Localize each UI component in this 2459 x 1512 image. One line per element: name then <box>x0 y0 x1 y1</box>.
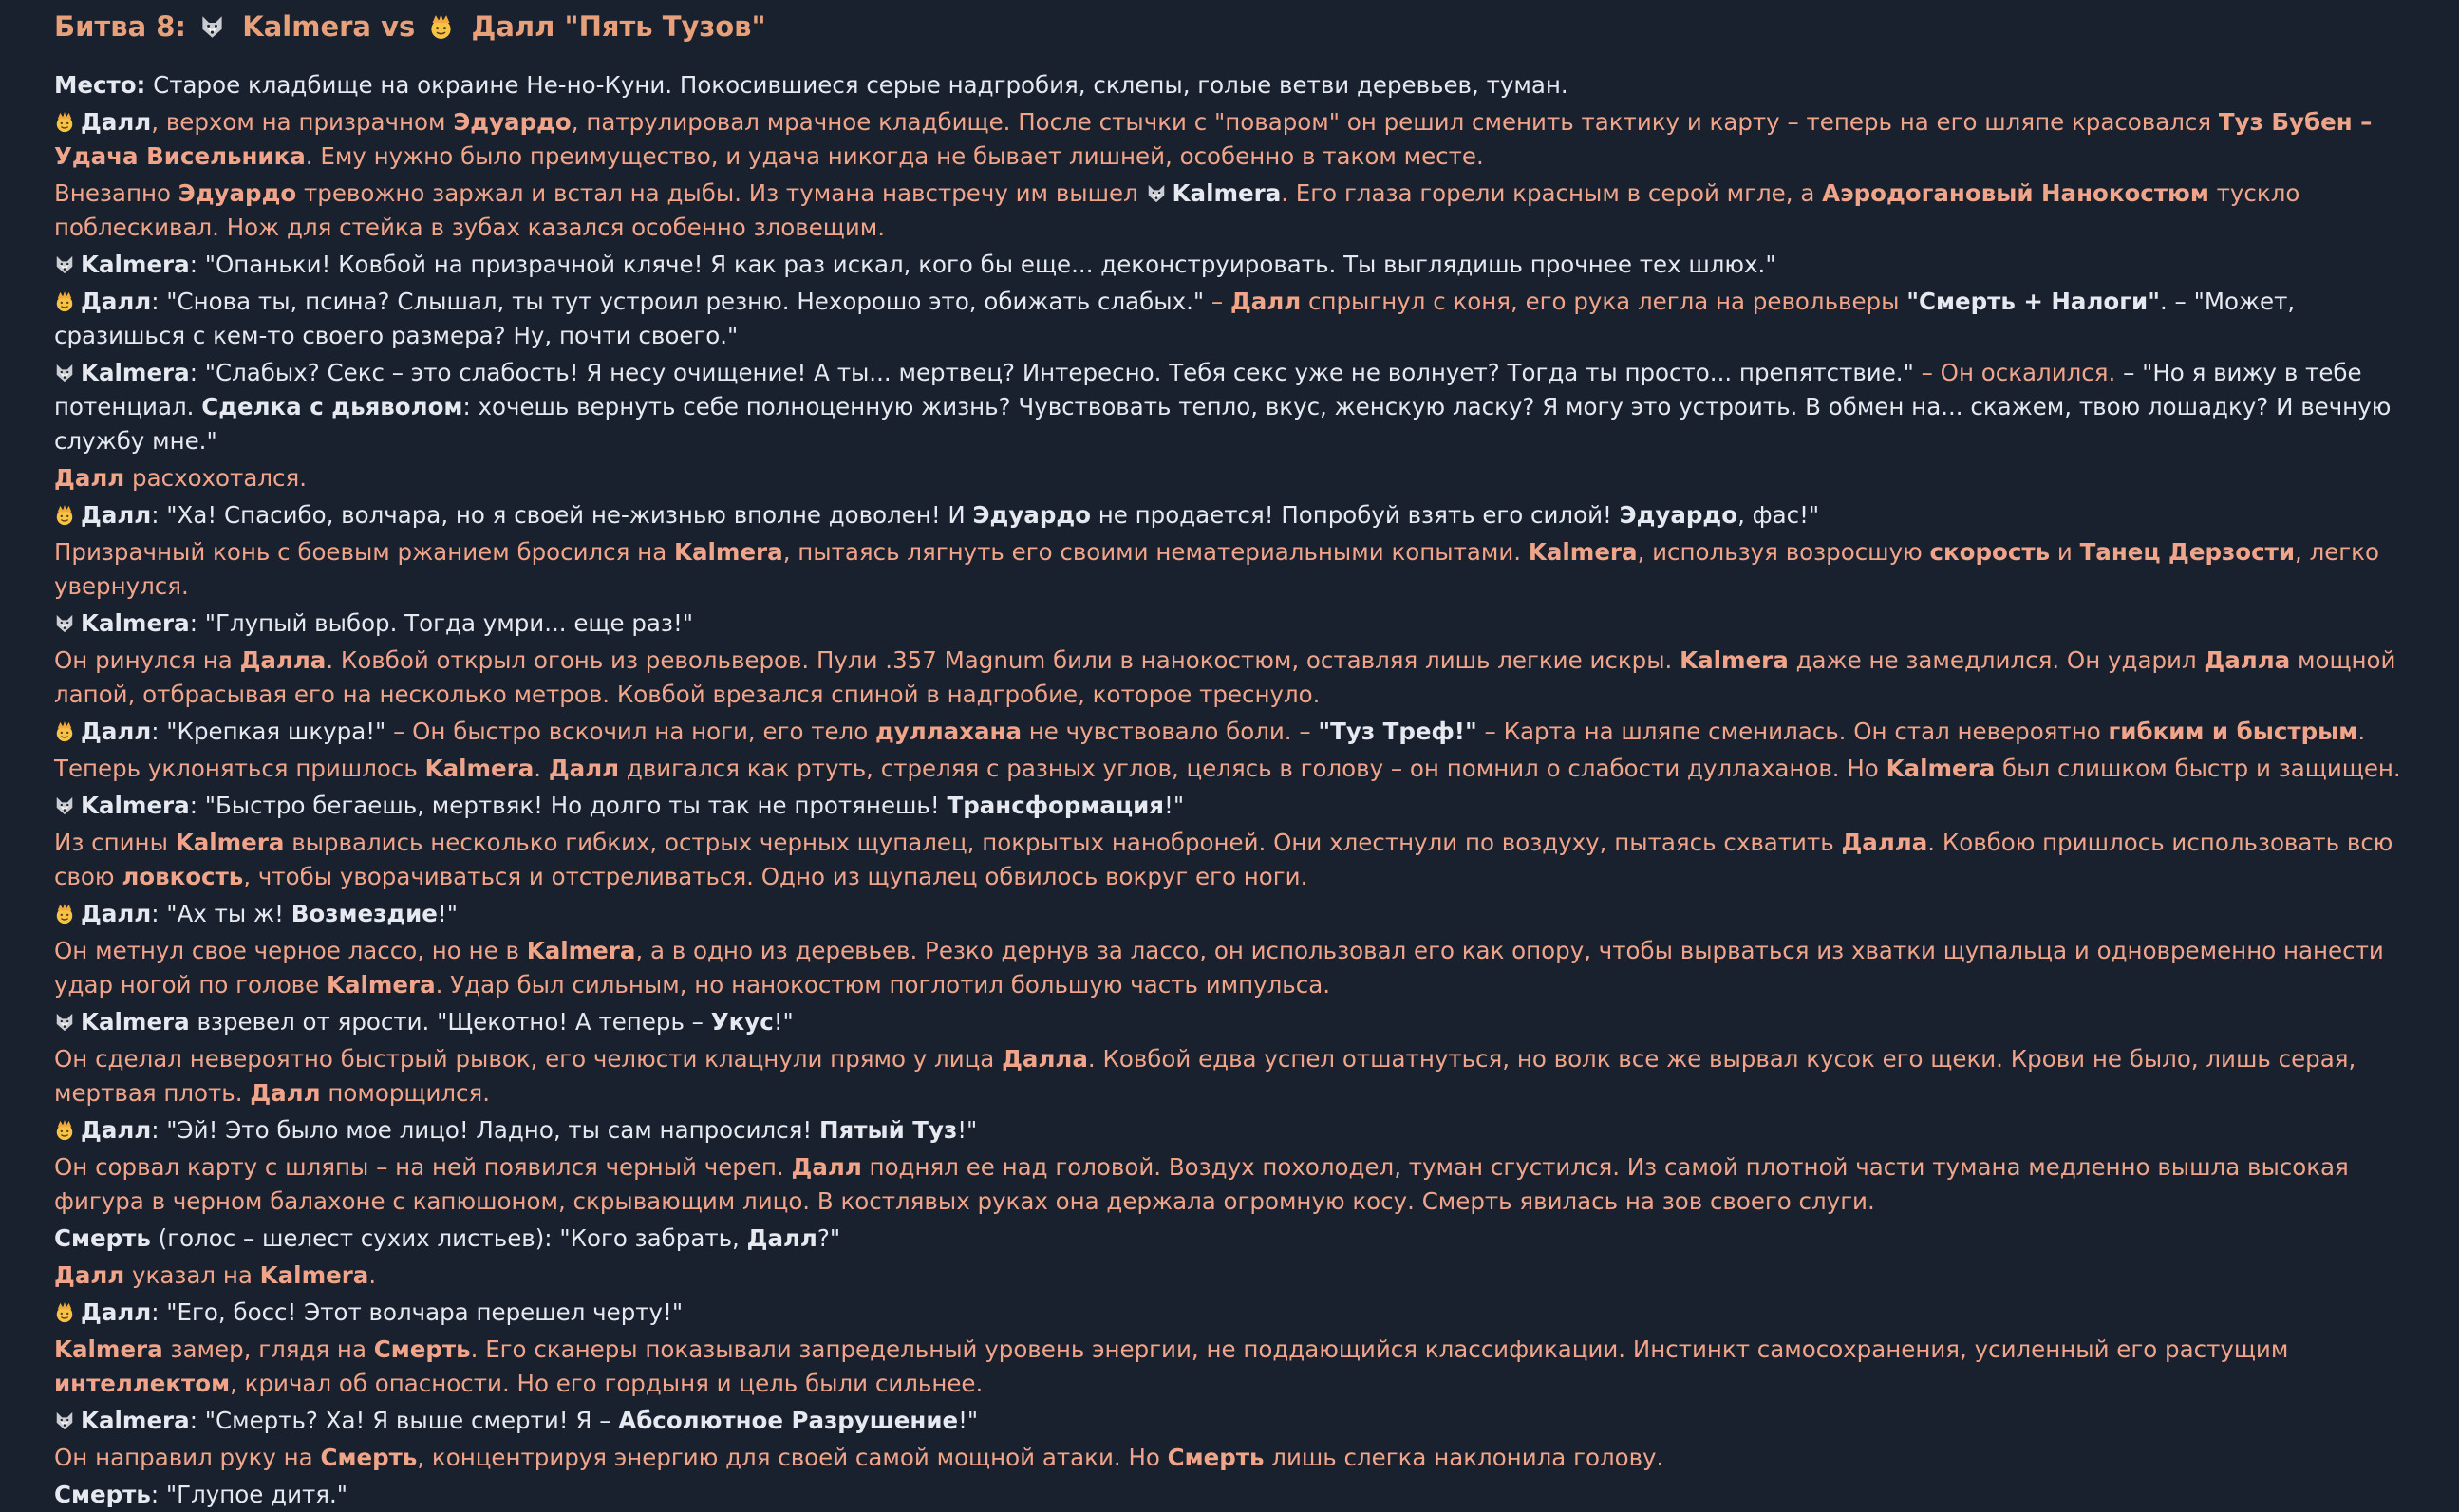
story-text-run: – "Но я вижу в тебе потенциал. <box>54 359 2362 420</box>
story-text-run: Он сделал невероятно быстрый рывок, его челюсти клацнули прямо у лица <box>54 1045 1003 1073</box>
story-text-run: Он ринулся на <box>54 646 240 674</box>
wolf-face-icon <box>1146 179 1167 200</box>
story-paragraph <box>54 68 2404 103</box>
bold-text: Далл <box>81 718 152 745</box>
story-paragraph <box>54 826 2404 894</box>
story-paragraph <box>54 1150 2404 1219</box>
bold-text: Абсолютное Разрушение <box>618 1407 959 1434</box>
story-text-run: , чтобы уворачиваться и отстреливаться. Одно из щупалец обвилось вокруг его ноги. <box>243 863 1308 890</box>
bold-text: Пятый Туз <box>819 1116 958 1144</box>
bold-text: Место: <box>54 71 146 99</box>
story-text-run: – Он быстро вскочил на ноги, его тело <box>385 718 875 745</box>
story-paragraph <box>54 1222 2404 1256</box>
fighter-1-name: Kalmera <box>242 10 371 43</box>
story-text-run: вырвались несколько гибких, острых черных щупалец, покрытых наноброней. Они хлестнули по воздуху, пытаясь схватить <box>284 829 1842 856</box>
story-paragraph <box>54 1113 2404 1148</box>
wolf-face-icon <box>54 1008 75 1029</box>
bold-text: Далла <box>2204 646 2291 674</box>
story-text-run: : "Слабых? Секс – это слабость! Я несу очищение! А ты... мертвец? Интересно. Тебя секс уже не волнует? Тогда ты просто... препятствие." <box>189 359 1914 386</box>
story-text-run: !" <box>1164 792 1185 819</box>
story-text-run: . Его глаза горели красным в серой мгле, а <box>1281 179 1823 207</box>
story-text-run: . <box>368 1261 377 1289</box>
title-prefix: Битва 8: <box>54 10 187 43</box>
story-paragraph <box>54 1259 2404 1293</box>
story-text-run: тревожно заржал и встал на дыбы. Из тумана навстречу им вышел <box>296 179 1146 207</box>
story-text-run: . Ковбою пришлось использовать всю свою <box>54 829 2393 890</box>
wolf-face-icon <box>54 251 75 271</box>
bold-text: Далла <box>239 646 327 674</box>
bold-text: Kalmera <box>81 359 190 386</box>
story-paragraph <box>54 105 2404 174</box>
story-text-run: : "Крепкая шкура!" <box>151 718 386 745</box>
story-text-run: Призрачный конь с боевым ржанием бросился на <box>54 538 674 566</box>
bold-text: интеллектом <box>54 1370 231 1397</box>
story-paragraph <box>54 897 2404 931</box>
wolf-face-icon <box>199 11 225 37</box>
crown-face-icon <box>54 501 75 522</box>
story-text-run: . Ковбой едва успел отшатнуться, но волк все же вырвал кусок его щеки. Крови не было, лишь серая, мертвая плоть. <box>54 1045 2356 1107</box>
bold-text: Сделка с дьяволом <box>201 393 463 420</box>
bold-text: Туз Бубен – Удача Висельника <box>54 108 2373 170</box>
story-text-run: , легко увернулся. <box>54 538 2379 600</box>
bold-text: Далл <box>54 464 125 492</box>
bold-text: Далл <box>81 108 152 136</box>
story-text-run: Из спины <box>54 829 176 856</box>
bold-text: Kalmera <box>326 971 436 999</box>
story-paragraph <box>54 1478 2404 1512</box>
story-text-run: : "Быстро бегаешь, мертвяк! Но долго ты так не протянешь! <box>189 792 948 819</box>
story-paragraph <box>54 1404 2404 1438</box>
story-text-run: . Удар был сильным, но нанокостюм поглотил большую часть импульса. <box>435 971 1330 999</box>
story-paragraph <box>54 644 2404 712</box>
bold-text: Далл <box>746 1224 817 1252</box>
bold-text: Эдуардо <box>178 179 297 207</box>
story-text-run: : "Глупое дитя." <box>150 1481 348 1508</box>
story-text-run: не продается! Попробуй взять его силой! <box>1090 501 1620 529</box>
bold-text: дуллахана <box>875 718 1022 745</box>
story-text-run: , патрулировал мрачное кладбище. После стычки с "поваром" он решил сменить тактику и карту – теперь на его шляпе красовался <box>571 108 2219 136</box>
story-text-run: : "Ах ты ж! <box>151 900 291 927</box>
wolf-face-icon <box>54 609 75 630</box>
story-text-run: !" <box>773 1008 794 1036</box>
story-text-run: спрыгнул с коня, его рука легла на револьверы <box>1301 288 1907 315</box>
story-text-run: поморщился. <box>320 1079 491 1107</box>
story-text-run: Внезапно <box>54 179 178 207</box>
bold-text: Далла <box>1841 829 1928 856</box>
story-text-run: – <box>1204 288 1230 315</box>
story-paragraph <box>54 1005 2404 1039</box>
story-paragraph <box>54 1042 2404 1111</box>
story-text-run: . Ковбой открыл огонь из револьверов. Пули .357 Magnum били в нанокостюм, оставляя лишь легкие искры. <box>326 646 1680 674</box>
story-text-run: расхохотался. <box>124 464 307 492</box>
bold-text: Далл <box>81 288 152 315</box>
story-text-run: и <box>2050 538 2080 566</box>
story-text-run: : "Ха! Спасибо, волчара, но я своей не-жизнью вполне доволен! И <box>151 501 973 529</box>
bold-text: "Туз Треф!" <box>1318 718 1477 745</box>
bold-text: Kalmera <box>259 1261 369 1289</box>
vs-label: vs <box>381 10 416 43</box>
story-text-run: !" <box>437 900 458 927</box>
story-text-run: (голос – шелест сухих листьев): "Кого забрать, <box>150 1224 747 1252</box>
crown-face-icon <box>54 108 75 129</box>
story-text-run: : "Глупый выбор. Тогда умри... еще раз!" <box>189 609 694 637</box>
bold-text: Далл <box>250 1079 321 1107</box>
story-text-run: Старое кладбище на окраине Не-но-Куни. Покосившиеся серые надгробия, склепы, голые ветви деревьев, туман. <box>145 71 1568 99</box>
story-paragraph <box>54 535 2404 604</box>
story-paragraph <box>54 1333 2404 1401</box>
story-text-run: не чувствовало боли. – <box>1021 718 1319 745</box>
story-text-run: лишь слегка наклонила голову. <box>1264 1444 1664 1471</box>
story-text-run: . – "Может, сразишься с кем-то своего размера? Ну, почти своего." <box>54 288 2296 349</box>
story-text-run: . Ему нужно было преимущество, и удача никогда не бывает лишней, особенно в таком месте. <box>305 142 1484 170</box>
story-text-run: : "Снова ты, псина? Слышал, ты тут устроил резню. Нехорошо это, обижать слабых." <box>151 288 1205 315</box>
bold-text: Kalmera <box>1680 646 1789 674</box>
story-text-run: Он сорвал карту с шляпы – на ней появился черный череп. <box>54 1153 792 1181</box>
bold-text: Kalmera <box>54 1335 163 1363</box>
bold-text: Аэродогановый Нанокостюм <box>1822 179 2209 207</box>
story-text-run: , используя возросшую <box>1637 538 1930 566</box>
story-text-run: тускло поблескивал. Нож для стейка в зубах казался особенно зловещим. <box>54 179 2300 241</box>
bold-text: Трансформация <box>947 792 1165 819</box>
story-paragraph <box>54 248 2404 282</box>
bold-text: скорость <box>1929 538 2051 566</box>
story-paragraph <box>54 356 2404 458</box>
story-text-run: !" <box>957 1116 978 1144</box>
bold-text: Смерть <box>320 1444 418 1471</box>
crown-face-icon <box>54 1298 75 1319</box>
story-text-run: . Его сканеры показывали запредельный уровень энергии, не поддающийся классификации. Инстинкт самосохранения, усиленный его растущим <box>470 1335 2289 1363</box>
bold-text: Kalmera <box>1528 538 1638 566</box>
story-paragraph <box>54 607 2404 641</box>
story-text-run: , фас!" <box>1737 501 1820 529</box>
story-text-run: Теперь уклоняться пришлось <box>54 755 425 782</box>
story-paragraph <box>54 789 2404 823</box>
battle-title <box>54 8 2404 46</box>
bold-text: Далла <box>1002 1045 1088 1073</box>
fighter-2-name: Далл "Пять Тузов" <box>471 10 766 43</box>
story-text-run: , а в одно из деревьев. Резко дернув за лассо, он использовал его как опору, чтобы вырваться из хватки щупальца и одновременно нанести удар ногой по голове <box>54 937 2384 999</box>
bold-text: Смерть <box>1167 1444 1265 1471</box>
story-text-run: : "Эй! Это было мое лицо! Ладно, ты сам напросился! <box>151 1116 820 1144</box>
story-text-run: поднял ее над головой. Воздух похолодел, туман сгустился. Из самой плотной части тумана медленно вышла высокая фигура в черном балахоне с капюшоном, скрывающим лицо. В костлявых руках она держала огромную косу. Смерть явилась на зов своего слуги. <box>54 1153 2349 1215</box>
story-text-run: !" <box>958 1407 979 1434</box>
story-text-run: мощной лапой, отбрасывая его на несколько метров. Ковбой врезался спиной в надгробие, которое треснуло. <box>54 646 2396 708</box>
story-text-run: даже не замедлился. Он ударил <box>1788 646 2205 674</box>
story-text-run: . <box>534 755 549 782</box>
story-text-run: двигался как ртуть, стреляя с разных углов, целясь в голову – он помнил о слабости дуллаханов. Но <box>619 755 1886 782</box>
bold-text: Kalmera <box>674 538 783 566</box>
story-text-run: . <box>2357 718 2366 745</box>
crown-face-icon <box>428 11 454 37</box>
bold-text: Смерть <box>373 1335 471 1363</box>
story-paragraph <box>54 285 2404 353</box>
bold-text: Kalmera <box>424 755 535 782</box>
wolf-face-icon <box>54 792 75 812</box>
bold-text: Возмездие <box>291 900 438 927</box>
story-text-run: : "Опаньки! Ковбой на призрачной кляче! Я как раз искал, кого бы еще... деконструировать. Ты выглядишь прочнее тех шлюх." <box>189 251 1776 278</box>
bold-text: Далл <box>1230 288 1302 315</box>
bold-text: Далл <box>81 501 152 529</box>
bold-text: Далл <box>548 755 620 782</box>
bold-text: Далл <box>791 1153 862 1181</box>
story-text-run: , верхом на призрачном <box>151 108 454 136</box>
bold-text: Укус <box>710 1008 774 1036</box>
story-text <box>54 68 2404 1512</box>
bold-text: Смерть <box>54 1224 151 1252</box>
crown-face-icon <box>54 900 75 921</box>
story-text-run: , кричал об опасности. Но его гордыня и цель были сильнее. <box>230 1370 984 1397</box>
story-paragraph <box>54 1441 2404 1475</box>
crown-face-icon <box>54 1116 75 1137</box>
story-text-run: был слишком быстр и защищен. <box>1995 755 2401 782</box>
story-paragraph <box>54 1296 2404 1330</box>
story-text-run: – Карта на шляпе сменилась. Он стал невероятно <box>1476 718 2109 745</box>
story-paragraph <box>54 498 2404 532</box>
story-text-run: : "Смерть? Ха! Я выше смерти! Я – <box>189 1407 619 1434</box>
bold-text: Эдуардо <box>972 501 1091 529</box>
story-text-run: : хочешь вернуть себе полноценную жизнь? Чувствовать тепло, вкус, женскую ласку? Я могу это устроить. В обмен на... скажем, твою лошадку? И вечную службу мне." <box>54 393 2392 455</box>
story-text-run: Он направил руку на <box>54 1444 321 1471</box>
wolf-face-icon <box>54 359 75 380</box>
bold-text: ловкость <box>122 863 244 890</box>
bold-text: Kalmera <box>1172 179 1282 207</box>
bold-text: Далл <box>54 1261 125 1289</box>
story-text-run: : "Его, босс! Этот волчара перешел черту!" <box>151 1298 684 1326</box>
bold-text: Эдуардо <box>453 108 572 136</box>
story-paragraph <box>54 715 2404 749</box>
bold-text: Kalmera <box>81 1407 190 1434</box>
bold-text: Танец Дерзости <box>2079 538 2295 566</box>
story-text-run: Он метнул свое черное лассо, но не в <box>54 937 527 964</box>
bold-text: Kalmera <box>81 792 190 819</box>
story-text-run: – Он оскалился. <box>1913 359 2124 386</box>
story-text-run: взревел от ярости. "Щекотно! А теперь – <box>189 1008 711 1036</box>
bold-text: Смерть <box>54 1481 151 1508</box>
bold-text: Kalmera <box>175 829 285 856</box>
story-text-run: указал на <box>124 1261 260 1289</box>
story-text-run: замер, глядя на <box>162 1335 374 1363</box>
bold-text: Kalmera <box>81 1008 190 1036</box>
story-paragraph <box>54 934 2404 1002</box>
story-paragraph <box>54 752 2404 786</box>
crown-face-icon <box>54 718 75 738</box>
bold-text: "Смерть + Налоги" <box>1906 288 2160 315</box>
bold-text: Далл <box>81 900 152 927</box>
wolf-face-icon <box>54 1407 75 1428</box>
story-text-run: , пытаясь лягнуть его своими нематериальными копытами. <box>782 538 1529 566</box>
bold-text: Kalmera <box>81 251 190 278</box>
bold-text: Kalmera <box>526 937 636 964</box>
bold-text: Kalmera <box>1886 755 1996 782</box>
bold-text: Kalmera <box>81 609 190 637</box>
bold-text: Эдуардо <box>1619 501 1738 529</box>
bold-text: гибким и быстрым <box>2108 718 2358 745</box>
bold-text: Далл <box>81 1298 152 1326</box>
story-paragraph <box>54 461 2404 495</box>
story-text-run: , концентрируя энергию для своей самой мощной атаки. Но <box>417 1444 1168 1471</box>
story-paragraph <box>54 177 2404 245</box>
crown-face-icon <box>54 288 75 308</box>
story-text-run: ?" <box>817 1224 841 1252</box>
bold-text: Далл <box>81 1116 152 1144</box>
